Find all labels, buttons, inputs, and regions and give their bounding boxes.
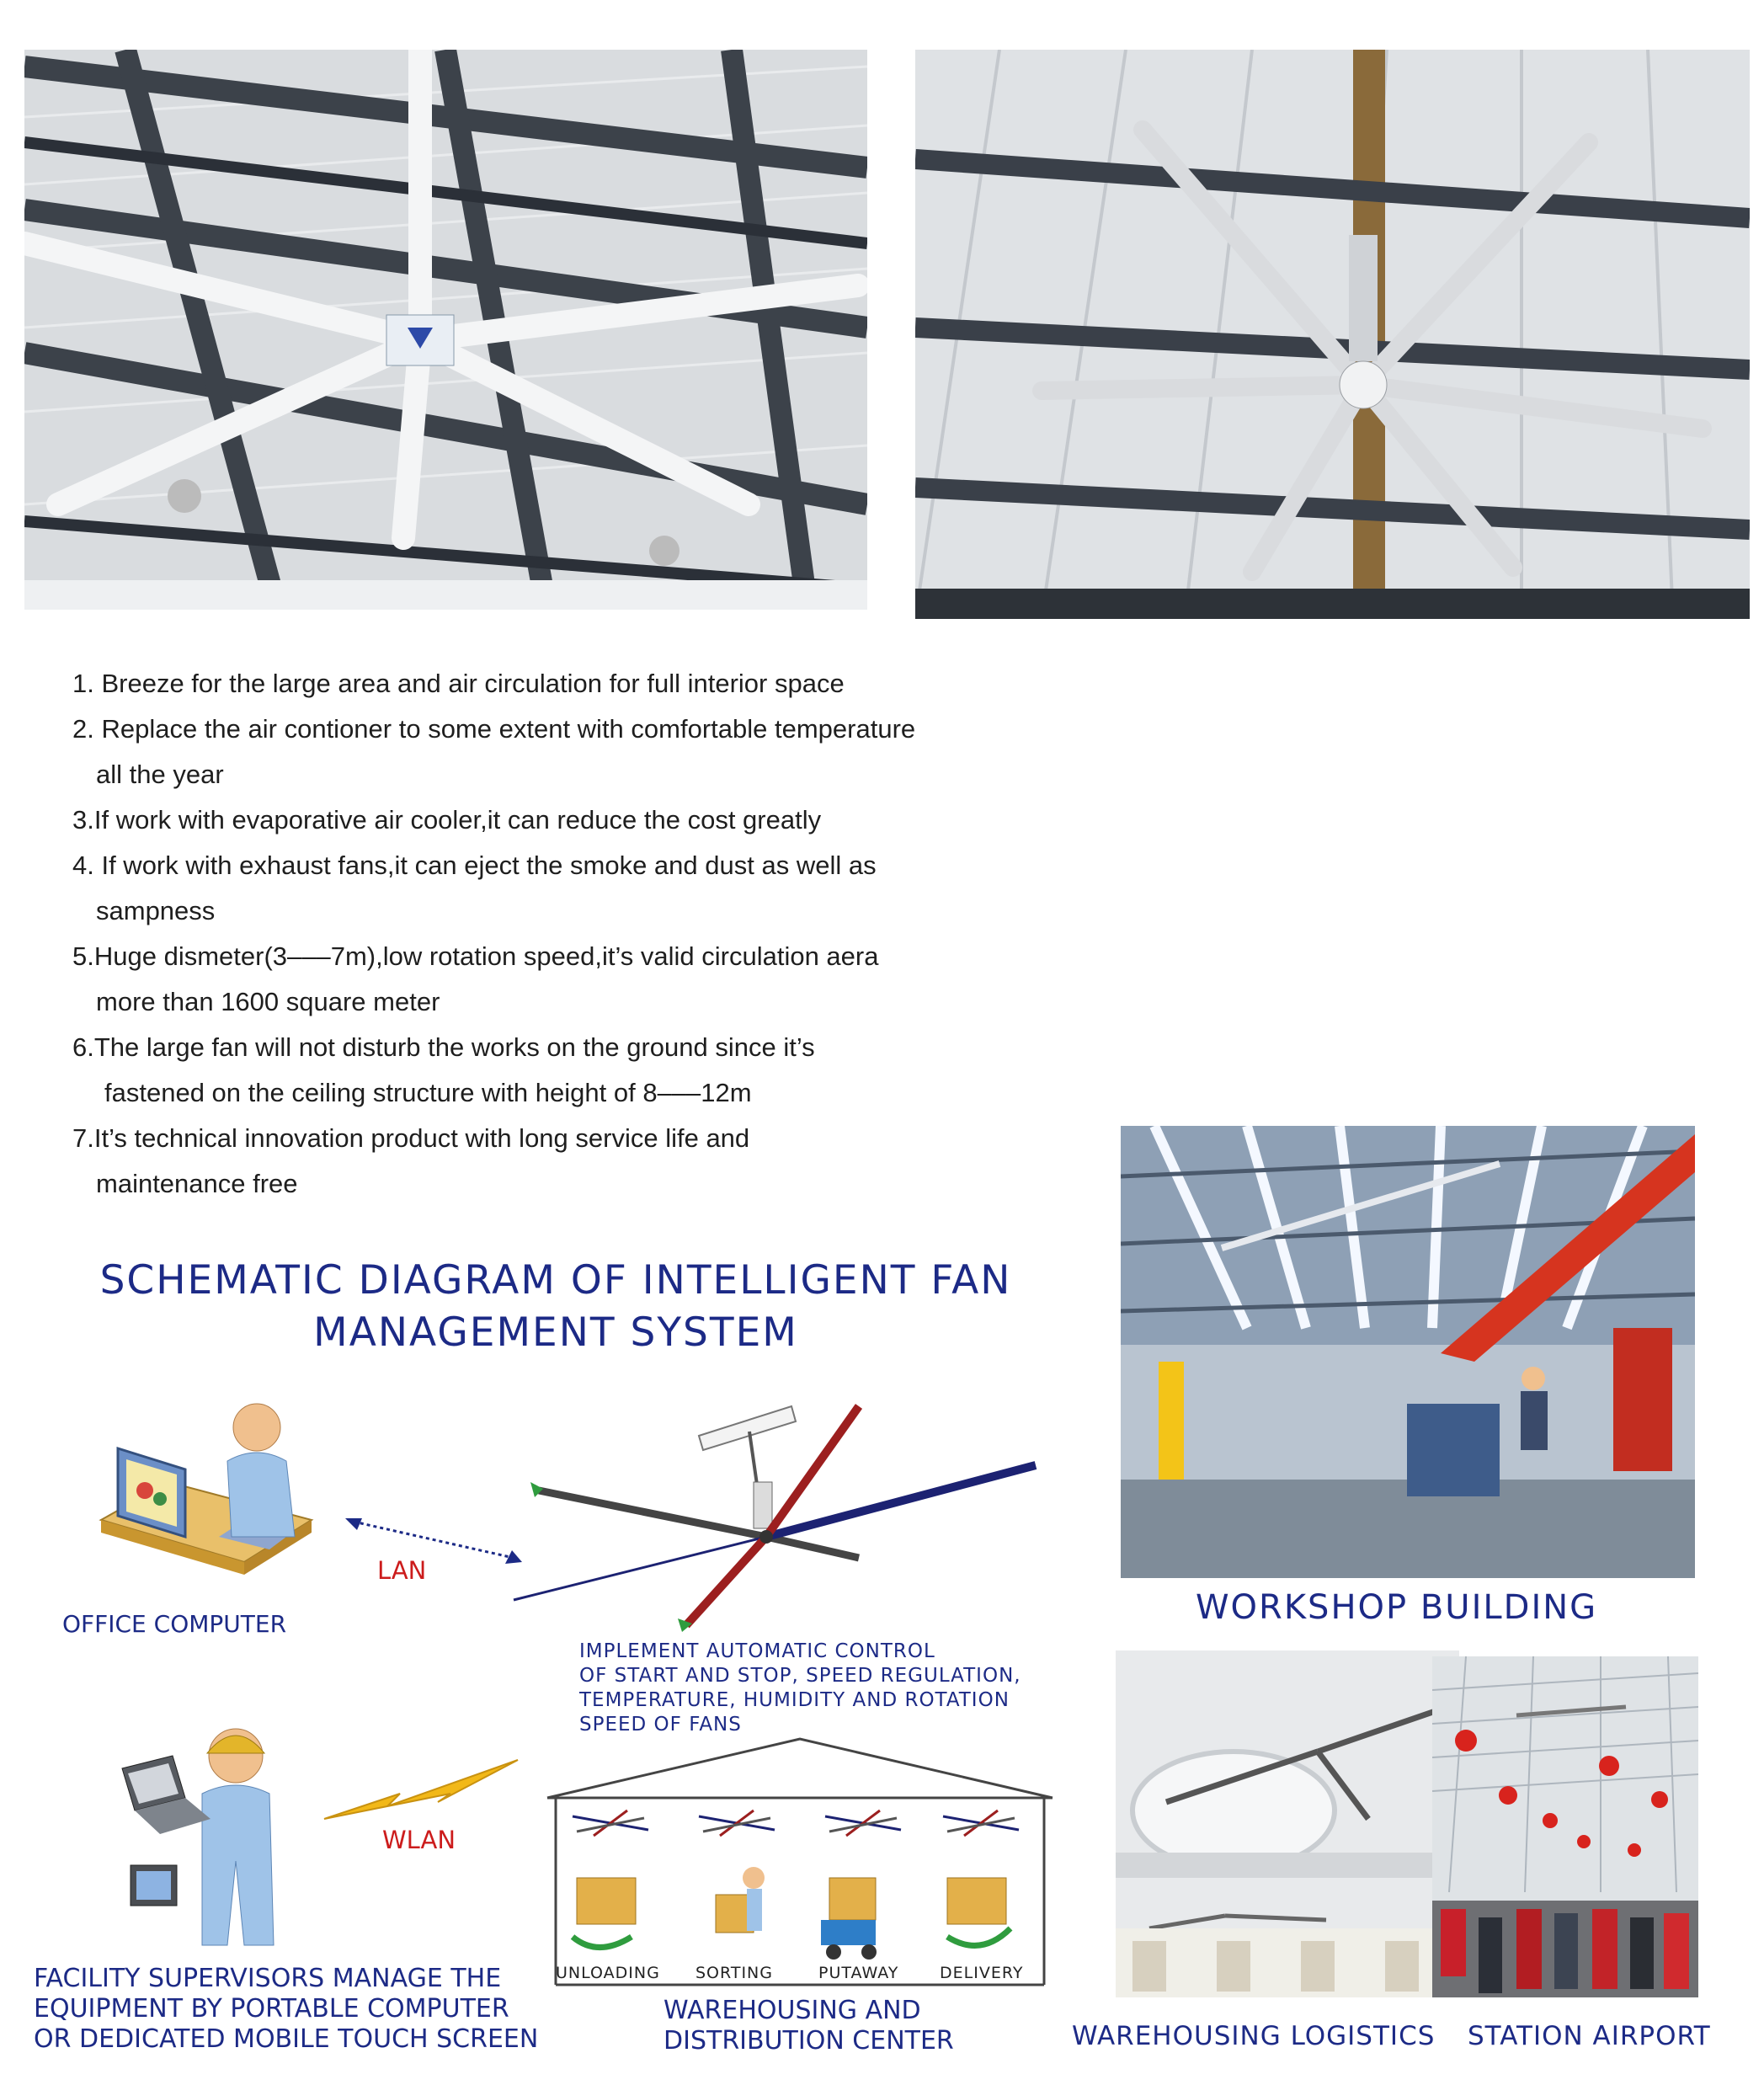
control-line: IMPLEMENT AUTOMATIC CONTROL (579, 1640, 935, 1662)
warehouse-line: WAREHOUSING AND (663, 1996, 921, 2025)
feature-item-continuation: sampness (96, 896, 216, 925)
workshop-building-label: WORKSHOP BUILDING (1196, 1588, 1598, 1627)
lan-link-arrow (341, 1512, 526, 1570)
diagram-title (67, 1255, 1044, 1359)
feature-item: 6.The large fan will not disturb the works on the ground since it’s (72, 1032, 815, 1062)
warehouse-step-unloading: UNLOADING (556, 1964, 660, 1982)
supervisor-line: FACILITY SUPERVISORS MANAGE THE (34, 1964, 502, 1993)
feature-item-continuation: all the year (96, 760, 224, 789)
facility-supervisor-illustration (118, 1718, 295, 1949)
control-line: TEMPERATURE, HUMIDITY AND ROTATION (579, 1689, 1010, 1711)
control-line: SPEED OF FANS (579, 1714, 742, 1736)
diagram-title-line: MANAGEMENT SYSTEM (313, 1309, 798, 1356)
feature-item: 3.If work with evaporative air cooler,it can reduce the cost greatly (72, 805, 822, 835)
feature-item-continuation: maintenance free (96, 1169, 298, 1198)
feature-item-continuation: fastened on the ceiling structure with height of 8–––12m (104, 1078, 752, 1107)
facility-supervisor-description (34, 1964, 538, 2055)
warehouse-step-putaway: PUTAWAY (818, 1964, 899, 1982)
feature-item: 7.It’s technical innovation product with long service life and (72, 1123, 750, 1153)
station-airport-label: STATION AIRPORT (1468, 2021, 1711, 2051)
feature-item: 5.Huge dismeter(3–––7m),low rotation speed,it’s valid circulation aera (72, 941, 879, 971)
supervisor-line: OR DEDICATED MOBILE TOUCH SCREEN (34, 2024, 539, 2054)
feature-item-continuation: more than 1600 square meter (96, 987, 440, 1016)
feature-list (72, 661, 1083, 1207)
control-line: OF START AND STOP, SPEED REGULATION, (579, 1665, 1021, 1687)
fan-photo-silver-blades (915, 50, 1750, 619)
automatic-control-description (579, 1640, 1021, 1737)
wlan-label: WLAN (382, 1826, 456, 1854)
warehouse-step-sorting: SORTING (695, 1964, 773, 1982)
fan-diagram-illustration (505, 1398, 1044, 1634)
office-computer-label: OFFICE COMPUTER (62, 1610, 287, 1638)
feature-item: 4. If work with exhaust fans,it can eject the smoke and dust as well as (72, 851, 877, 880)
wlan-signal-icon (320, 1756, 522, 1827)
warehousing-logistics-label: WAREHOUSING LOGISTICS (1072, 2021, 1436, 2051)
warehousing-distribution-label (663, 1996, 954, 2056)
workshop-building-photo (1121, 1126, 1695, 1578)
lan-label: LAN (377, 1556, 427, 1585)
feature-item: 2. Replace the air contioner to some extent with comfortable temperature (72, 714, 916, 744)
warehouse-house-outline (539, 1735, 1057, 1987)
station-airport-photo (1432, 1656, 1698, 1997)
office-computer-illustration (93, 1402, 320, 1592)
warehouse-step-delivery: DELIVERY (940, 1964, 1024, 1982)
diagram-title-line: SCHEMATIC DIAGRAM OF INTELLIGENT FAN (99, 1257, 1012, 1304)
feature-item: 1. Breeze for the large area and air circulation for full interior space (72, 669, 845, 698)
warehousing-logistics-photo (1116, 1650, 1459, 1997)
fan-photo-white-blades (24, 50, 867, 610)
warehouse-line: DISTRIBUTION CENTER (663, 2026, 954, 2056)
supervisor-line: EQUIPMENT BY PORTABLE COMPUTER (34, 1994, 509, 2024)
